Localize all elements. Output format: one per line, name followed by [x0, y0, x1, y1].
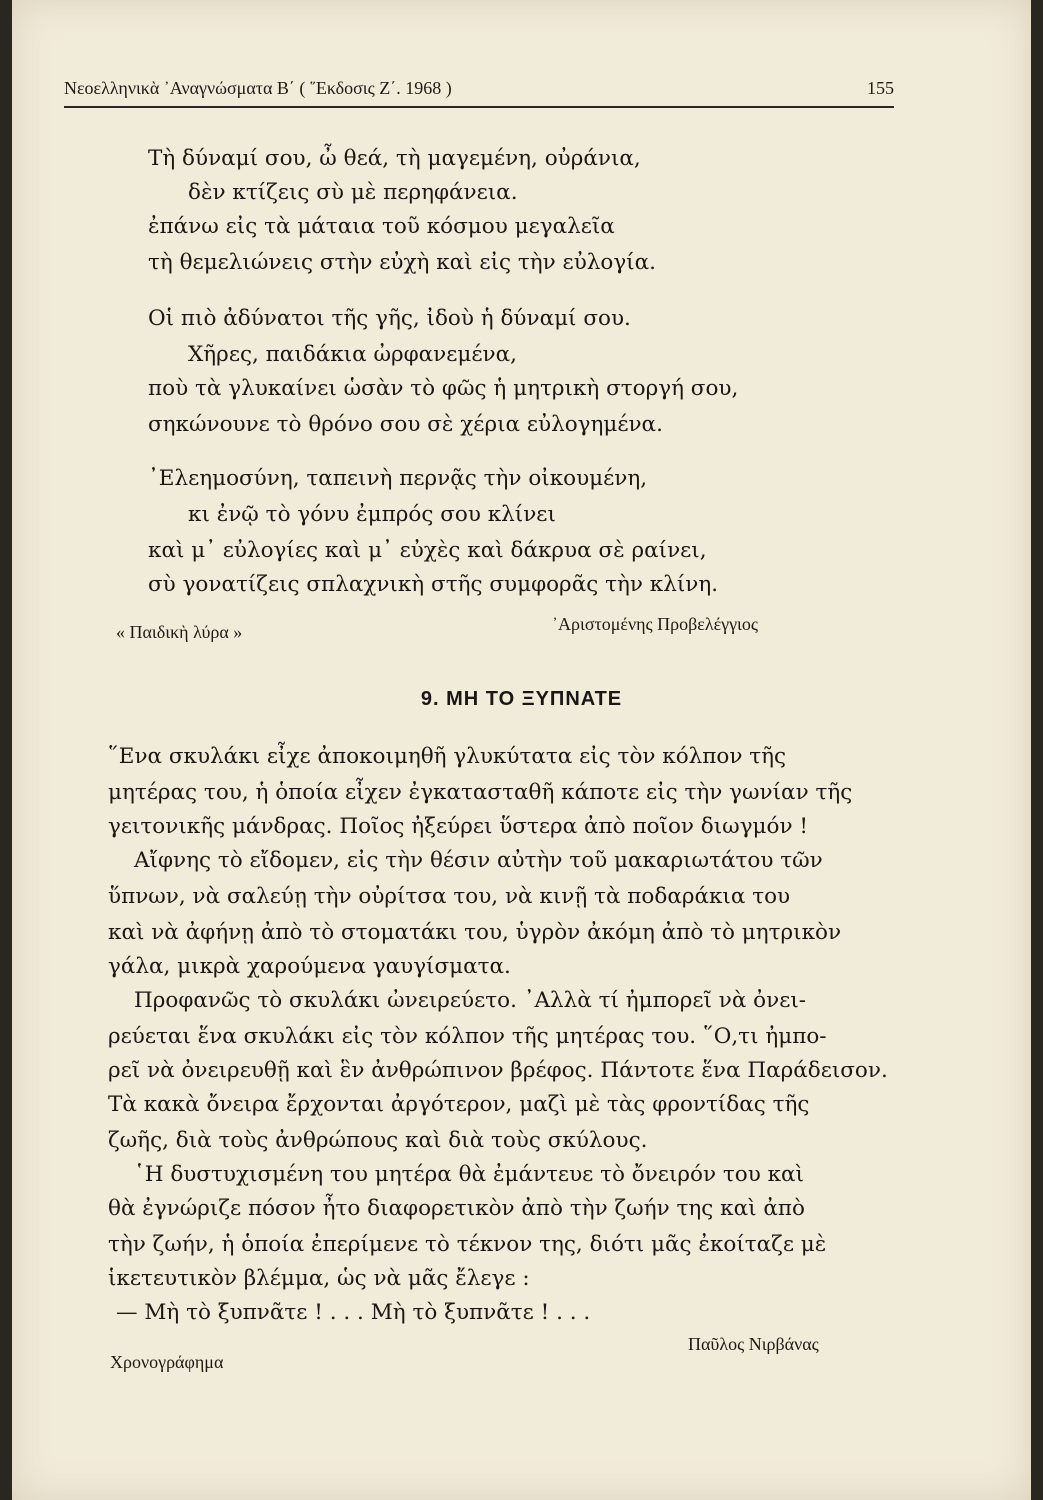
story-line: Τὰ κακὰ ὄνειρα ἔρχονται ἀργότερον, μαζὶ μὲ τὰς φροντίδας τῆς	[108, 1092, 810, 1117]
story-line: γάλα, μικρὰ χαρούμενα γαυγίσματα.	[108, 954, 511, 979]
story-line: ρεύεται ἕνα σκυλάκι εἰς τὸν κόλπον τῆς μητέρας του. ῞Ο,τι ἠμπο-	[108, 1024, 827, 1049]
poem-line: ᾿Ελεημοσύνη, ταπεινὴ περνᾷς τὴν οἰκουμένη,	[148, 466, 648, 491]
story-title: 9. ΜΗ ΤΟ ΞΥΠΝΑΤΕ	[420, 688, 623, 710]
poem-line: καὶ μ᾿ εὐλογίες καὶ μ᾿ εὐχὲς καὶ δάκρυα σὲ ραίνει,	[148, 538, 707, 563]
story-line: θὰ ἐγνώριζε πόσον ἦτο διαφορετικὸν ἀπὸ τὴν ζωήν της καὶ ἀπὸ	[108, 1196, 805, 1221]
poem-line: Τὴ δύναμί σου, ὦ θεά, τὴ μαγεμένη, οὐράνια,	[148, 146, 641, 171]
running-title: Νεοελληνικὰ ᾿Αναγνώσματα Β΄ ( ῞Εκδοσις Ζ΄. 1968 )	[64, 78, 452, 98]
poem-line: σὺ γονατίζεις σπλαχνικὴ στῆς συμφορᾶς τὴν κλίνη.	[148, 572, 719, 597]
poem-line: σηκώνουνε τὸ θρόνο σου σὲ χέρια εὐλογημένα.	[148, 412, 663, 437]
story-line: γειτονικῆς μάνδρας. Ποῖος ἠξεύρει ὕστερα ἀπὸ ποῖον διωγμόν !	[108, 814, 809, 839]
poem-line: Οἱ πιὸ ἀδύνατοι τῆς γῆς, ἰδοὺ ἡ δύναμί σου.	[148, 306, 631, 331]
story-line: ῞Ενα σκυλάκι εἶχε ἀποκοιμηθῆ γλυκύτατα εἰς τὸν κόλπον τῆς	[108, 744, 787, 769]
header-rule	[64, 106, 894, 108]
story-line: ὕπνων, νὰ σαλεύῃ τὴν οὐρίτσα του, νὰ κινῇ τὰ ποδαράκια του	[108, 884, 791, 909]
poem-line: ἐπάνω εἰς τὰ μάταια τοῦ κόσμου μεγαλεῖα	[148, 214, 615, 239]
story-line: τὴν ζωήν, ἡ ὁποία ἐπερίμενε τὸ τέκνον της, διότι μᾶς ἐκοίταζε μὲ	[108, 1232, 827, 1257]
story-line: Προφανῶς τὸ σκυλάκι ὠνειρεύετο. ᾿Αλλὰ τί ἠμπορεῖ νὰ ὀνει-	[134, 988, 807, 1013]
story-line: ρεῖ νὰ ὀνειρευθῇ καὶ ἓν ἀνθρώπινον βρέφος. Πάντοτε ἕνα Παράδεισον.	[108, 1058, 888, 1083]
running-header	[64, 78, 894, 99]
story-line: ἱκετευτικὸν βλέμμα, ὡς νὰ μᾶς ἔλεγε :	[108, 1266, 530, 1291]
story-line: Αἴφνης τὸ εἴδομεν, εἰς τὴν θέσιν αὐτὴν τοῦ μακαριωτάτου τῶν	[134, 848, 823, 873]
story-line: ῾Η δυστυχισμένη του μητέρα θὰ ἐμάντευε τὸ ὄνειρόν του καὶ	[134, 1162, 804, 1187]
story-line: καὶ νὰ ἀφήνῃ ἀπὸ τὸ στοματάκι του, ὑγρὸν ἀκόμη ἀπὸ τὸ μητρικὸν	[108, 920, 842, 945]
story-line: μητέρας του, ἡ ὁποία εἶχεν ἐγκατασταθῆ κάποτε εἰς τὴν γωνίαν τῆς	[108, 780, 853, 805]
page-number: 155	[867, 78, 894, 98]
poem-line: Χῆρες, παιδάκια ὠρφανεμένα,	[188, 342, 517, 367]
poem-line: κι ἐνῷ τὸ γόνυ ἐμπρός σου κλίνει	[188, 502, 556, 527]
poem-line: δὲν κτίζεις σὺ μὲ περηφάνεια.	[188, 180, 518, 205]
book-page	[12, 0, 1031, 1500]
story-line: ζωῆς, διὰ τοὺς ἀνθρώπους καὶ διὰ τοὺς σκύλους.	[108, 1128, 648, 1153]
story-line: — Μὴ τὸ ξυπνᾶτε ! . . . Μὴ τὸ ξυπνᾶτε ! . . .	[116, 1300, 591, 1325]
poem-line: τὴ θεμελιώνεις στὴν εὐχὴ καὶ εἰς τὴν εὐλογία.	[148, 250, 656, 275]
poem-source: « Παιδικὴ λύρα »	[116, 622, 243, 642]
poem-author: ᾿Αριστομένης Προβελέγγιος	[552, 614, 759, 634]
story-genre: Χρονογράφημα	[110, 1352, 224, 1372]
poem-line: ποὺ τὰ γλυκαίνει ὡσὰν τὸ φῶς ἡ μητρικὴ στοργή σου,	[148, 376, 739, 401]
story-author: Παῦλος Νιρβάνας	[688, 1334, 819, 1354]
